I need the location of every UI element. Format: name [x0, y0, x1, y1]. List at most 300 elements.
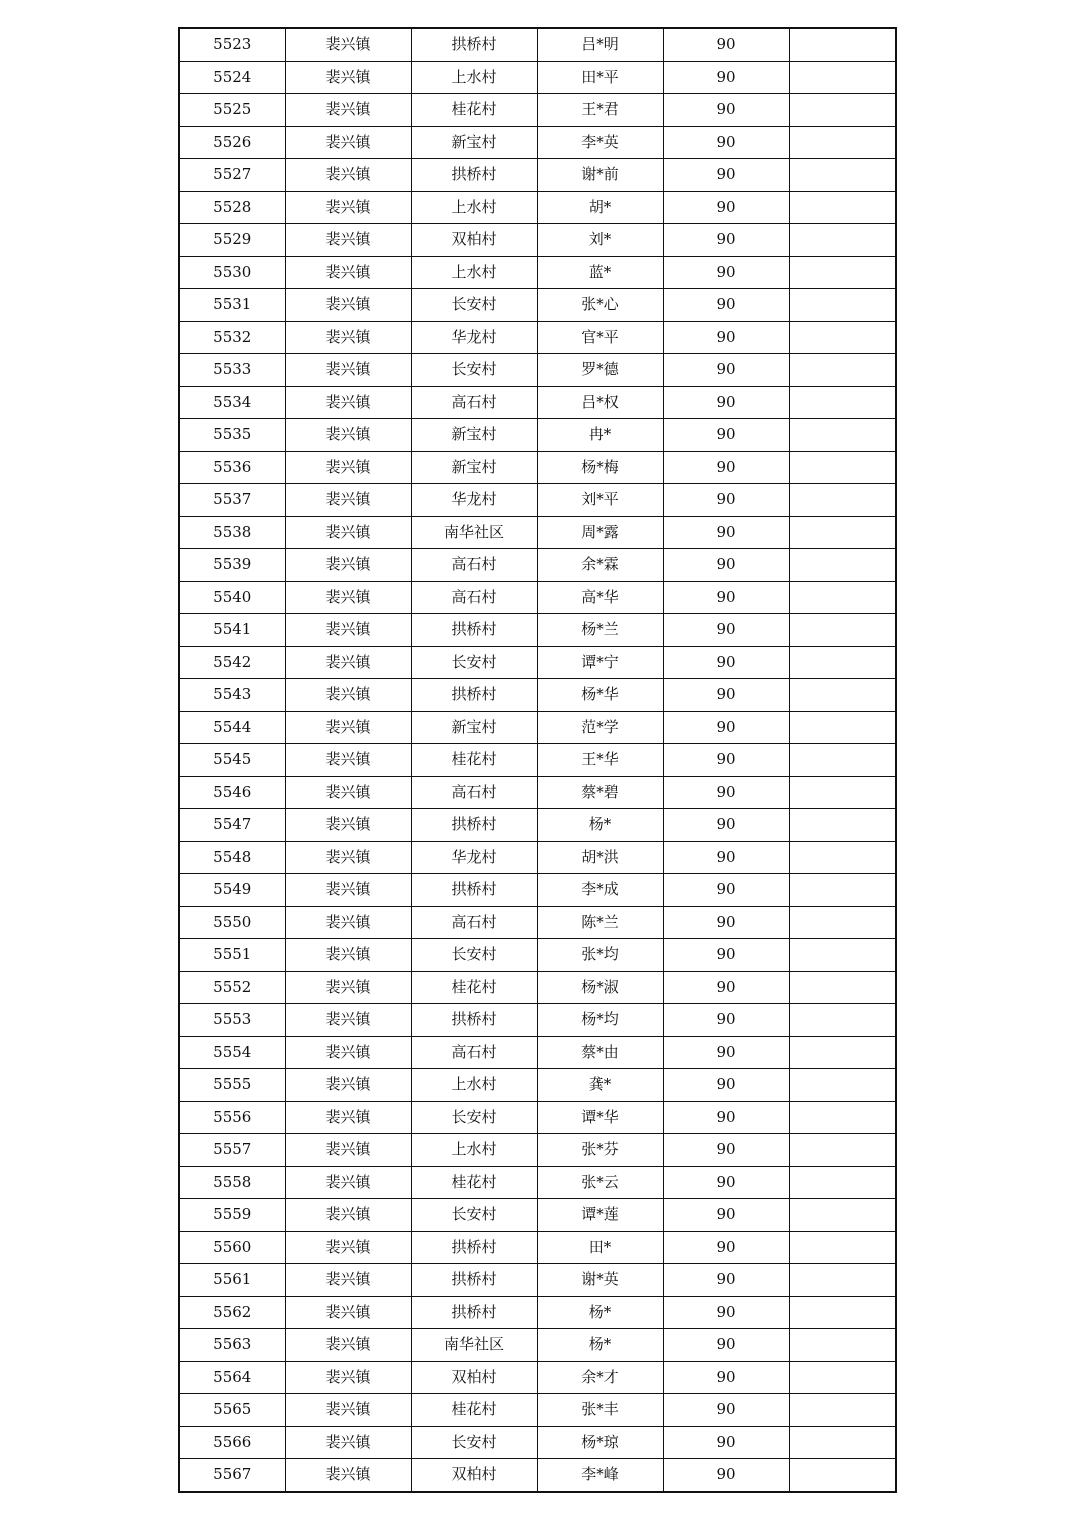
table-row: [179, 321, 896, 354]
village-cell: 双柏村: [411, 224, 537, 257]
row-number-cell: 5537: [179, 484, 285, 517]
name-cell: 陈*兰: [537, 906, 663, 939]
amount-cell: 90: [663, 191, 789, 224]
note-cell: [789, 256, 896, 289]
village-cell: 高石村: [411, 549, 537, 582]
amount-cell: 90: [663, 581, 789, 614]
amount-cell: 90: [663, 1134, 789, 1167]
town-cell: 裴兴镇: [285, 939, 411, 972]
row-number-cell: 5560: [179, 1231, 285, 1264]
name-cell: 杨*: [537, 1329, 663, 1362]
table-row: [179, 874, 896, 907]
village-cell: 桂花村: [411, 94, 537, 127]
note-cell: [789, 1004, 896, 1037]
row-number-cell: 5543: [179, 679, 285, 712]
village-cell: 高石村: [411, 906, 537, 939]
town-cell: 裴兴镇: [285, 289, 411, 322]
name-cell: 杨*淑: [537, 971, 663, 1004]
village-cell: 上水村: [411, 1069, 537, 1102]
table-row: [179, 1329, 896, 1362]
village-cell: 长安村: [411, 1426, 537, 1459]
row-number-cell: 5526: [179, 126, 285, 159]
amount-cell: 90: [663, 94, 789, 127]
amount-cell: 90: [663, 906, 789, 939]
name-cell: 余*才: [537, 1361, 663, 1394]
amount-cell: 90: [663, 776, 789, 809]
table-row: [179, 289, 896, 322]
town-cell: 裴兴镇: [285, 321, 411, 354]
table-row: [179, 1004, 896, 1037]
table-row: [179, 1426, 896, 1459]
amount-cell: 90: [663, 1166, 789, 1199]
village-cell: 上水村: [411, 191, 537, 224]
town-cell: 裴兴镇: [285, 971, 411, 1004]
row-number-cell: 5558: [179, 1166, 285, 1199]
town-cell: 裴兴镇: [285, 581, 411, 614]
note-cell: [789, 159, 896, 192]
village-cell: 拱桥村: [411, 679, 537, 712]
amount-cell: 90: [663, 711, 789, 744]
town-cell: 裴兴镇: [285, 256, 411, 289]
name-cell: 官*平: [537, 321, 663, 354]
row-number-cell: 5562: [179, 1296, 285, 1329]
town-cell: 裴兴镇: [285, 191, 411, 224]
name-cell: 胡*洪: [537, 841, 663, 874]
village-cell: 新宝村: [411, 126, 537, 159]
name-cell: 吕*明: [537, 28, 663, 61]
town-cell: 裴兴镇: [285, 874, 411, 907]
name-cell: 谭*莲: [537, 1199, 663, 1232]
amount-cell: 90: [663, 354, 789, 387]
town-cell: 裴兴镇: [285, 1134, 411, 1167]
name-cell: 田*: [537, 1231, 663, 1264]
note-cell: [789, 1134, 896, 1167]
row-number-cell: 5539: [179, 549, 285, 582]
table-row: [179, 549, 896, 582]
note-cell: [789, 841, 896, 874]
note-cell: [789, 646, 896, 679]
amount-cell: 90: [663, 419, 789, 452]
name-cell: 杨*兰: [537, 614, 663, 647]
name-cell: 杨*: [537, 1296, 663, 1329]
table-row: [179, 94, 896, 127]
table-row: [179, 224, 896, 257]
row-number-cell: 5555: [179, 1069, 285, 1102]
row-number-cell: 5524: [179, 61, 285, 94]
table-row: [179, 1264, 896, 1297]
row-number-cell: 5525: [179, 94, 285, 127]
note-cell: [789, 1101, 896, 1134]
name-cell: 胡*: [537, 191, 663, 224]
town-cell: 裴兴镇: [285, 386, 411, 419]
note-cell: [789, 581, 896, 614]
table-row: [179, 841, 896, 874]
row-number-cell: 5559: [179, 1199, 285, 1232]
row-number-cell: 5548: [179, 841, 285, 874]
town-cell: 裴兴镇: [285, 1394, 411, 1427]
row-number-cell: 5541: [179, 614, 285, 647]
amount-cell: 90: [663, 516, 789, 549]
town-cell: 裴兴镇: [285, 841, 411, 874]
note-cell: [789, 809, 896, 842]
note-cell: [789, 419, 896, 452]
table-row: [179, 256, 896, 289]
name-cell: 张*云: [537, 1166, 663, 1199]
village-cell: 拱桥村: [411, 28, 537, 61]
row-number-cell: 5528: [179, 191, 285, 224]
town-cell: 裴兴镇: [285, 159, 411, 192]
amount-cell: 90: [663, 939, 789, 972]
village-cell: 长安村: [411, 1101, 537, 1134]
row-number-cell: 5545: [179, 744, 285, 777]
note-cell: [789, 1036, 896, 1069]
note-cell: [789, 614, 896, 647]
row-number-cell: 5551: [179, 939, 285, 972]
row-number-cell: 5553: [179, 1004, 285, 1037]
note-cell: [789, 939, 896, 972]
village-cell: 高石村: [411, 1036, 537, 1069]
amount-cell: 90: [663, 1394, 789, 1427]
table-row: [179, 906, 896, 939]
village-cell: 双柏村: [411, 1361, 537, 1394]
row-number-cell: 5527: [179, 159, 285, 192]
town-cell: 裴兴镇: [285, 1361, 411, 1394]
note-cell: [789, 386, 896, 419]
amount-cell: 90: [663, 549, 789, 582]
town-cell: 裴兴镇: [285, 809, 411, 842]
table-row: [179, 354, 896, 387]
village-cell: 桂花村: [411, 744, 537, 777]
note-cell: [789, 744, 896, 777]
village-cell: 上水村: [411, 61, 537, 94]
table-row: [179, 1394, 896, 1427]
town-cell: 裴兴镇: [285, 516, 411, 549]
name-cell: 谢*前: [537, 159, 663, 192]
amount-cell: 90: [663, 1036, 789, 1069]
village-cell: 新宝村: [411, 711, 537, 744]
town-cell: 裴兴镇: [285, 1329, 411, 1362]
name-cell: 余*霖: [537, 549, 663, 582]
town-cell: 裴兴镇: [285, 61, 411, 94]
amount-cell: 90: [663, 61, 789, 94]
amount-cell: 90: [663, 1069, 789, 1102]
row-number-cell: 5535: [179, 419, 285, 452]
table-row: [179, 1296, 896, 1329]
town-cell: 裴兴镇: [285, 614, 411, 647]
table-row: [179, 386, 896, 419]
town-cell: 裴兴镇: [285, 711, 411, 744]
town-cell: 裴兴镇: [285, 906, 411, 939]
note-cell: [789, 61, 896, 94]
table-row: [179, 1134, 896, 1167]
row-number-cell: 5546: [179, 776, 285, 809]
name-cell: 冉*: [537, 419, 663, 452]
name-cell: 刘*平: [537, 484, 663, 517]
town-cell: 裴兴镇: [285, 1231, 411, 1264]
roster-table-body: [179, 28, 896, 1492]
table-row: [179, 28, 896, 61]
row-number-cell: 5563: [179, 1329, 285, 1362]
village-cell: 上水村: [411, 1134, 537, 1167]
name-cell: 张*芬: [537, 1134, 663, 1167]
note-cell: [789, 776, 896, 809]
village-cell: 南华社区: [411, 516, 537, 549]
town-cell: 裴兴镇: [285, 646, 411, 679]
note-cell: [789, 451, 896, 484]
amount-cell: 90: [663, 744, 789, 777]
row-number-cell: 5523: [179, 28, 285, 61]
village-cell: 高石村: [411, 386, 537, 419]
note-cell: [789, 1361, 896, 1394]
name-cell: 杨*均: [537, 1004, 663, 1037]
amount-cell: 90: [663, 874, 789, 907]
amount-cell: 90: [663, 1231, 789, 1264]
amount-cell: 90: [663, 1426, 789, 1459]
name-cell: 蔡*碧: [537, 776, 663, 809]
village-cell: 拱桥村: [411, 614, 537, 647]
note-cell: [789, 679, 896, 712]
row-number-cell: 5529: [179, 224, 285, 257]
village-cell: 拱桥村: [411, 1004, 537, 1037]
village-cell: 拱桥村: [411, 1264, 537, 1297]
amount-cell: 90: [663, 679, 789, 712]
note-cell: [789, 906, 896, 939]
row-number-cell: 5567: [179, 1459, 285, 1492]
name-cell: 周*露: [537, 516, 663, 549]
table-row: [179, 1199, 896, 1232]
village-cell: 长安村: [411, 289, 537, 322]
row-number-cell: 5530: [179, 256, 285, 289]
name-cell: 吕*权: [537, 386, 663, 419]
village-cell: 长安村: [411, 354, 537, 387]
row-number-cell: 5564: [179, 1361, 285, 1394]
table-row: [179, 776, 896, 809]
name-cell: 李*成: [537, 874, 663, 907]
town-cell: 裴兴镇: [285, 1166, 411, 1199]
amount-cell: 90: [663, 484, 789, 517]
table-row: [179, 1231, 896, 1264]
town-cell: 裴兴镇: [285, 28, 411, 61]
note-cell: [789, 94, 896, 127]
town-cell: 裴兴镇: [285, 1199, 411, 1232]
row-number-cell: 5550: [179, 906, 285, 939]
note-cell: [789, 1231, 896, 1264]
note-cell: [789, 971, 896, 1004]
name-cell: 杨*: [537, 809, 663, 842]
table-row: [179, 191, 896, 224]
name-cell: 杨*华: [537, 679, 663, 712]
town-cell: 裴兴镇: [285, 484, 411, 517]
note-cell: [789, 874, 896, 907]
table-row: [179, 484, 896, 517]
amount-cell: 90: [663, 1101, 789, 1134]
name-cell: 王*华: [537, 744, 663, 777]
row-number-cell: 5556: [179, 1101, 285, 1134]
row-number-cell: 5532: [179, 321, 285, 354]
row-number-cell: 5533: [179, 354, 285, 387]
row-number-cell: 5566: [179, 1426, 285, 1459]
village-cell: 高石村: [411, 581, 537, 614]
name-cell: 杨*梅: [537, 451, 663, 484]
name-cell: 张*均: [537, 939, 663, 972]
amount-cell: 90: [663, 321, 789, 354]
village-cell: 拱桥村: [411, 809, 537, 842]
village-cell: 长安村: [411, 1199, 537, 1232]
town-cell: 裴兴镇: [285, 224, 411, 257]
name-cell: 刘*: [537, 224, 663, 257]
name-cell: 李*峰: [537, 1459, 663, 1492]
village-cell: 新宝村: [411, 451, 537, 484]
amount-cell: 90: [663, 224, 789, 257]
town-cell: 裴兴镇: [285, 126, 411, 159]
name-cell: 罗*德: [537, 354, 663, 387]
village-cell: 南华社区: [411, 1329, 537, 1362]
note-cell: [789, 321, 896, 354]
row-number-cell: 5544: [179, 711, 285, 744]
name-cell: 龚*: [537, 1069, 663, 1102]
amount-cell: 90: [663, 1004, 789, 1037]
name-cell: 田*平: [537, 61, 663, 94]
village-cell: 桂花村: [411, 1166, 537, 1199]
note-cell: [789, 354, 896, 387]
table-row: [179, 939, 896, 972]
table-row: [179, 646, 896, 679]
village-cell: 上水村: [411, 256, 537, 289]
town-cell: 裴兴镇: [285, 679, 411, 712]
note-cell: [789, 1329, 896, 1362]
note-cell: [789, 484, 896, 517]
name-cell: 王*君: [537, 94, 663, 127]
village-cell: 华龙村: [411, 484, 537, 517]
village-cell: 双柏村: [411, 1459, 537, 1492]
amount-cell: 90: [663, 386, 789, 419]
town-cell: 裴兴镇: [285, 549, 411, 582]
amount-cell: 90: [663, 614, 789, 647]
table-row: [179, 711, 896, 744]
name-cell: 李*英: [537, 126, 663, 159]
town-cell: 裴兴镇: [285, 1459, 411, 1492]
row-number-cell: 5565: [179, 1394, 285, 1427]
amount-cell: 90: [663, 256, 789, 289]
note-cell: [789, 191, 896, 224]
name-cell: 谭*宁: [537, 646, 663, 679]
row-number-cell: 5561: [179, 1264, 285, 1297]
note-cell: [789, 1426, 896, 1459]
note-cell: [789, 1166, 896, 1199]
table-row: [179, 516, 896, 549]
name-cell: 范*学: [537, 711, 663, 744]
village-cell: 长安村: [411, 939, 537, 972]
amount-cell: 90: [663, 1264, 789, 1297]
table-row: [179, 159, 896, 192]
table-row: [179, 1361, 896, 1394]
town-cell: 裴兴镇: [285, 354, 411, 387]
row-number-cell: 5534: [179, 386, 285, 419]
amount-cell: 90: [663, 809, 789, 842]
row-number-cell: 5538: [179, 516, 285, 549]
note-cell: [789, 1459, 896, 1492]
amount-cell: 90: [663, 971, 789, 1004]
amount-cell: 90: [663, 841, 789, 874]
table-row: [179, 744, 896, 777]
name-cell: 谢*英: [537, 1264, 663, 1297]
note-cell: [789, 224, 896, 257]
note-cell: [789, 516, 896, 549]
town-cell: 裴兴镇: [285, 1004, 411, 1037]
note-cell: [789, 1296, 896, 1329]
note-cell: [789, 1264, 896, 1297]
table-row: [179, 1166, 896, 1199]
amount-cell: 90: [663, 159, 789, 192]
village-cell: 桂花村: [411, 1394, 537, 1427]
amount-cell: 90: [663, 28, 789, 61]
row-number-cell: 5554: [179, 1036, 285, 1069]
table-row: [179, 1036, 896, 1069]
amount-cell: 90: [663, 1329, 789, 1362]
town-cell: 裴兴镇: [285, 1101, 411, 1134]
note-cell: [789, 549, 896, 582]
amount-cell: 90: [663, 646, 789, 679]
name-cell: 谭*华: [537, 1101, 663, 1134]
town-cell: 裴兴镇: [285, 94, 411, 127]
village-cell: 桂花村: [411, 971, 537, 1004]
town-cell: 裴兴镇: [285, 1069, 411, 1102]
note-cell: [789, 1069, 896, 1102]
town-cell: 裴兴镇: [285, 744, 411, 777]
town-cell: 裴兴镇: [285, 451, 411, 484]
amount-cell: 90: [663, 289, 789, 322]
village-cell: 拱桥村: [411, 874, 537, 907]
table-row: [179, 1101, 896, 1134]
row-number-cell: 5542: [179, 646, 285, 679]
table-row: [179, 614, 896, 647]
village-cell: 拱桥村: [411, 159, 537, 192]
village-cell: 高石村: [411, 776, 537, 809]
row-number-cell: 5536: [179, 451, 285, 484]
name-cell: 蓝*: [537, 256, 663, 289]
row-number-cell: 5547: [179, 809, 285, 842]
row-number-cell: 5531: [179, 289, 285, 322]
town-cell: 裴兴镇: [285, 419, 411, 452]
name-cell: 杨*琼: [537, 1426, 663, 1459]
amount-cell: 90: [663, 451, 789, 484]
village-cell: 新宝村: [411, 419, 537, 452]
amount-cell: 90: [663, 1296, 789, 1329]
roster-table: [178, 27, 897, 1493]
table-row: [179, 809, 896, 842]
village-cell: 拱桥村: [411, 1231, 537, 1264]
amount-cell: 90: [663, 1459, 789, 1492]
row-number-cell: 5540: [179, 581, 285, 614]
town-cell: 裴兴镇: [285, 776, 411, 809]
name-cell: 张*心: [537, 289, 663, 322]
amount-cell: 90: [663, 1361, 789, 1394]
note-cell: [789, 711, 896, 744]
amount-cell: 90: [663, 1199, 789, 1232]
name-cell: 张*丰: [537, 1394, 663, 1427]
village-cell: 拱桥村: [411, 1296, 537, 1329]
village-cell: 长安村: [411, 646, 537, 679]
town-cell: 裴兴镇: [285, 1426, 411, 1459]
row-number-cell: 5549: [179, 874, 285, 907]
table-row: [179, 1069, 896, 1102]
village-cell: 华龙村: [411, 841, 537, 874]
town-cell: 裴兴镇: [285, 1264, 411, 1297]
table-row: [179, 61, 896, 94]
note-cell: [789, 126, 896, 159]
table-row: [179, 126, 896, 159]
table-row: [179, 419, 896, 452]
